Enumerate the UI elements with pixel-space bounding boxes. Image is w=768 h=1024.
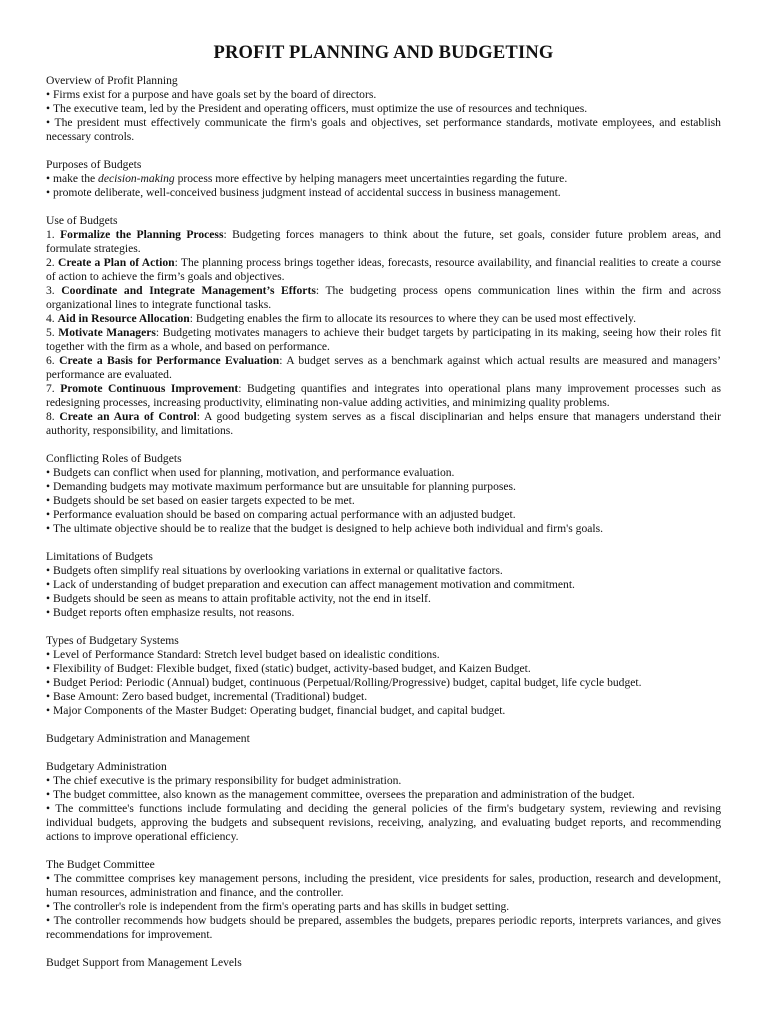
list-item: • Budgets can conflict when used for planning, motivation, and performance evaluation.: [46, 466, 721, 480]
item-number: 8.: [46, 410, 55, 423]
list-item: • The president must effectively communicate the firm's goals and objectives, set performance standards, motivate employees, and establish necessary controls.: [46, 116, 721, 144]
item-title: Create a Basis for Performance Evaluation: [59, 354, 280, 367]
numbered-item: [46, 382, 721, 410]
section-overview: [46, 74, 721, 144]
numbered-item: [46, 410, 721, 438]
section-admin: [46, 760, 721, 844]
item-title: Aid in Resource Allocation: [57, 312, 190, 325]
list-item: • Budgets should be seen as means to attain profitable activity, not the end in itself.: [46, 592, 721, 606]
numbered-item: [46, 228, 721, 256]
item-text: : A good budgeting system serves as a fiscal disciplinarian and helps ensure that managers understand their authority, responsibility, and limitations.: [46, 410, 721, 437]
list-item: • Major Components of the Master Budget: Operating budget, financial budget, and capital budget.: [46, 704, 721, 718]
section-heading-purposes: Purposes of Budgets: [46, 158, 142, 171]
list-item: • The executive team, led by the President and operating officers, must optimize the use of resources and techniques.: [46, 102, 721, 116]
section-purposes: [46, 158, 721, 200]
list-item-text: make the: [52, 172, 99, 185]
item-title: Create an Aura of Control: [59, 410, 197, 423]
item-title: Create a Plan of Action: [58, 256, 175, 269]
section-limitations: [46, 550, 721, 620]
list-item: • The ultimate objective should be to realize that the budget is designed to help achieve both individual and firm's goals.: [46, 522, 721, 536]
list-item: • Base Amount: Zero based budget, incremental (Traditional) budget.: [46, 690, 721, 704]
list-item: • The budget committee, also known as the management committee, oversees the preparation and administration of the budget.: [46, 788, 721, 802]
list-item: • Firms exist for a purpose and have goals set by the board of directors.: [46, 88, 721, 102]
numbered-item: [46, 256, 721, 284]
list-item: • The committee comprises key management persons, including the president, vice presidents for sales, production, research and development, human resources, administration and finance, and the controller.: [46, 872, 721, 900]
item-number: 2.: [46, 256, 55, 269]
section-heading-types: Types of Budgetary Systems: [46, 634, 179, 647]
item-text: : A budget serves as a benchmark against which actual results are measured and managers’ performance are evaluated.: [46, 354, 721, 381]
item-text: : The budgeting process opens communication lines within the firm and across organizational lines to integrate functional tasks.: [46, 284, 721, 311]
section-types: [46, 634, 721, 718]
numbered-item: [46, 326, 721, 354]
list-item: • promote deliberate, well-conceived business judgment instead of accidental success in business management.: [46, 186, 721, 200]
item-text: : Budgeting motivates managers to achieve their budget targets by participating in its making, seeing how their roles fit together with the firm as a whole, and based on performance.: [46, 326, 721, 353]
item-number: 4.: [46, 312, 55, 325]
list-item: • Budget reports often emphasize results, not reasons.: [46, 606, 721, 620]
list-item: • Budgets should be set based on easier targets expected to be met.: [46, 494, 721, 508]
document-title: PROFIT PLANNING AND BUDGETING: [213, 43, 554, 63]
list-item: • The controller recommends how budgets should be prepared, assembles the budgets, prepares periodic reports, interprets variances, and gives recommendations for improvement.: [46, 914, 721, 942]
item-text: : Budgeting enables the firm to allocate its resources to where they can be used most effectively.: [189, 312, 636, 325]
emphasis-text: decision-making: [98, 172, 175, 185]
numbered-item: [46, 284, 721, 312]
item-number: 5.: [46, 326, 55, 339]
list-item: • Budgets often simplify real situations by overlooking variations in external or qualitative factors.: [46, 564, 721, 578]
list-item: • Performance evaluation should be based on comparing actual performance with an adjusted budget.: [46, 508, 721, 522]
item-number: 7.: [46, 382, 55, 395]
list-item-text: process more effective by helping managers meet uncertainties regarding the future.: [174, 172, 568, 185]
item-text: : Budgeting forces managers to think about the future, set goals, consider future problem areas, and formulate strategies.: [46, 228, 721, 255]
item-text: : Budgeting quantifies and integrates into operational plans many improvement processes such as redesigning processes, increasing productivity, eliminating non-value adding activities, and minimizing quality problems.: [46, 382, 721, 409]
list-item: • Level of Performance Standard: Stretch level budget based on idealistic conditions.: [46, 648, 721, 662]
list-item: • The chief executive is the primary responsibility for budget administration.: [46, 774, 721, 788]
item-title: Motivate Managers: [58, 326, 156, 339]
item-text: : The planning process brings together ideas, forecasts, resource availability, and financial realities to create a course of action to achieve the firm’s goals and objectives.: [46, 256, 722, 283]
section-heading-admin: Budgetary Administration: [46, 760, 167, 773]
section-conflicting: [46, 452, 721, 536]
section-heading-admin-management: Budgetary Administration and Management: [46, 732, 250, 745]
numbered-item: [46, 312, 721, 326]
list-item: [46, 172, 721, 186]
section-heading-support: Budget Support from Management Levels: [46, 956, 242, 969]
item-title: Formalize the Planning Process: [60, 228, 224, 241]
list-item: • The committee's functions include formulating and deciding the general policies of the firm's budgetary system, reviewing and revising individual budgets, approving the budgets and subsequent revisions, receiving, analyzing, and evaluating budget reports, and recommending actions to improve operational efficiency.: [46, 802, 721, 844]
item-title: Coordinate and Integrate Management’s Efforts: [61, 284, 316, 297]
numbered-item: [46, 354, 721, 382]
section-heading-conflicting: Conflicting Roles of Budgets: [46, 452, 182, 465]
item-number: 6.: [46, 354, 55, 367]
list-item: • Demanding budgets may motivate maximum performance but are unsuitable for planning purposes.: [46, 480, 721, 494]
section-heading-limitations: Limitations of Budgets: [46, 550, 153, 563]
list-item: • Flexibility of Budget: Flexible budget, fixed (static) budget, activity-based budget, and Kaizen Budget.: [46, 662, 721, 676]
section-committee: [46, 858, 721, 942]
item-title: Promote Continuous Improvement: [60, 382, 239, 395]
section-admin-management: [46, 732, 721, 746]
item-number: 1.: [46, 228, 55, 241]
section-heading-overview: Overview of Profit Planning: [46, 74, 178, 87]
list-item: • The controller's role is independent from the firm's operating parts and has skills in budget setting.: [46, 900, 721, 914]
section-support: [46, 956, 721, 970]
list-item: • Lack of understanding of budget preparation and execution can affect management motivation and commitment.: [46, 578, 721, 592]
item-number: 3.: [46, 284, 55, 297]
document-page: [46, 40, 721, 984]
section-heading-uses: Use of Budgets: [46, 214, 118, 227]
section-heading-committee: The Budget Committee: [46, 858, 155, 871]
list-item: • Budget Period: Periodic (Annual) budget, continuous (Perpetual/Rolling/Progressive) budget, capital budget, life cycle budget.: [46, 676, 721, 690]
section-uses: [46, 214, 721, 438]
